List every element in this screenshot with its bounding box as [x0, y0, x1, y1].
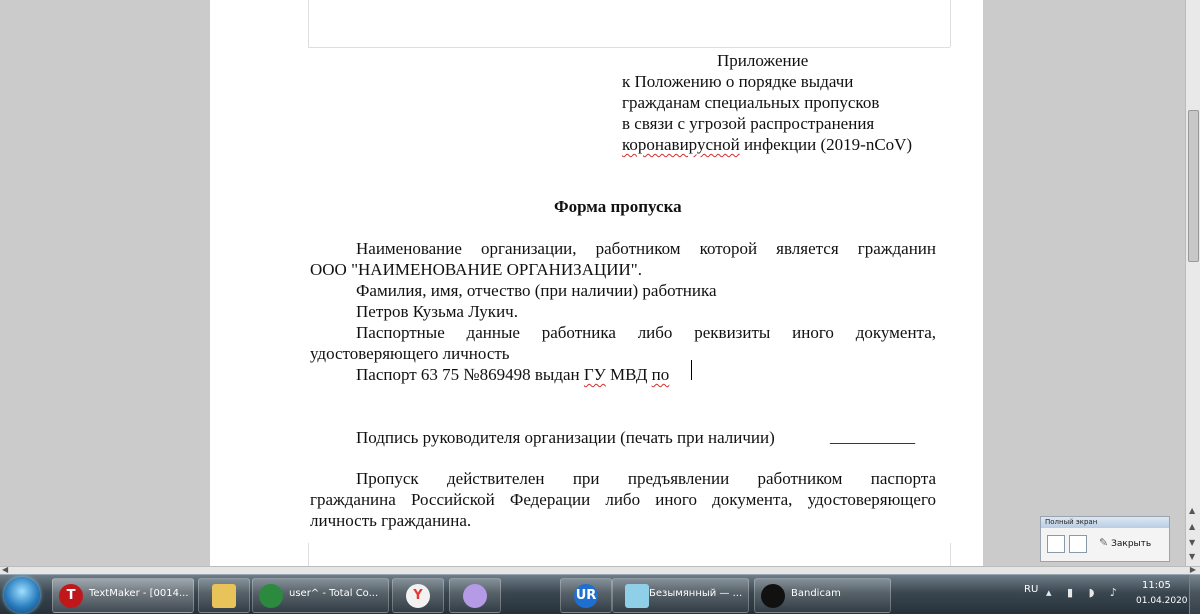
notepad-icon — [625, 584, 649, 608]
tray-icons[interactable]: ▴ ▮ ◗ ♪ — [1046, 586, 1123, 599]
taskbar-item[interactable] — [449, 578, 501, 613]
folder-icon — [212, 584, 236, 608]
close-fullscreen-label: Закрыть — [1111, 539, 1152, 549]
usb-icon — [463, 584, 487, 608]
passport-value-mvd: МВД — [605, 365, 652, 384]
bandicam-icon — [761, 584, 785, 608]
passport-label-line-1: Паспортные данные работника либо реквизиты иного документа, — [356, 323, 936, 342]
spell-error-po[interactable]: по — [651, 365, 670, 384]
close-icon: ✎ — [1099, 536, 1109, 549]
taskbar-item[interactable] — [560, 578, 612, 613]
taskbar-item-label: Безымянный — ... — [649, 588, 743, 599]
taskbar — [0, 574, 1200, 614]
vertical-scroll-thumb[interactable] — [1188, 110, 1199, 262]
start-button[interactable] — [4, 577, 40, 613]
org-label: Наименование организации, работником которой является гражданин — [356, 239, 936, 258]
ur-browser-icon: UR — [574, 584, 598, 608]
appendix-line-1: к Положению о порядке выдачи — [622, 72, 854, 91]
appendix-title: Приложение — [717, 51, 809, 70]
validity-line-3: личность гражданина. — [310, 511, 472, 530]
fio-value: Петров Кузьма Лукич. — [356, 302, 518, 321]
margin-guide-left-bottom — [308, 543, 309, 566]
passport-value-main: Паспорт 63 75 №869498 выдан — [356, 365, 584, 384]
text-cursor — [691, 360, 692, 380]
page-up-icon[interactable]: ▲ — [1189, 522, 1196, 531]
appendix-line-4-rest: инфекции (2019-nCoV) — [739, 135, 913, 154]
clock-date[interactable]: 01.04.2020 — [1136, 596, 1188, 606]
margin-guide-left-top — [308, 0, 309, 47]
outline-view-icon[interactable] — [1069, 535, 1087, 553]
scroll-up-icon[interactable]: ▲ — [1189, 506, 1196, 515]
signature-blank: __________ — [830, 427, 915, 446]
margin-guide-right-top — [950, 0, 951, 47]
fullscreen-toolbar — [1040, 516, 1170, 562]
taskbar-item-label: Bandicam — [791, 588, 841, 599]
taskbar-item[interactable] — [612, 578, 749, 613]
taskbar-item[interactable] — [252, 578, 389, 613]
validity-line-2: гражданина Российской Федерации либо иного документа, удостоверяющего — [310, 490, 936, 509]
taskbar-item[interactable] — [754, 578, 891, 613]
close-fullscreen-button[interactable] — [1099, 533, 1165, 553]
passport-label-line-2: удостоверяющего личность — [310, 344, 510, 363]
taskbar-item-label: TextMaker - [0014... — [89, 588, 189, 599]
scroll-left-icon[interactable]: ◀ — [2, 565, 9, 574]
taskbar-item[interactable] — [52, 578, 194, 613]
signature-label: Подпись руководителя организации (печать при наличии) — [356, 428, 775, 447]
org-value: ООО "НАИМЕНОВАНИЕ ОРГАНИЗАЦИИ". — [310, 260, 642, 279]
fio-label: Фамилия, имя, отчество (при наличии) работника — [356, 281, 717, 300]
show-desktop-button[interactable] — [1189, 575, 1200, 614]
spell-error-word[interactable]: коронавирусной — [622, 135, 740, 154]
page-view-icon[interactable] — [1047, 535, 1065, 553]
appendix-line-2: гражданам специальных пропусков — [622, 93, 880, 112]
taskbar-item[interactable] — [198, 578, 250, 613]
margin-guide-right-bottom — [950, 543, 951, 566]
scroll-right-icon[interactable]: ▶ — [1189, 565, 1196, 574]
textmaker-icon: T — [59, 584, 83, 608]
document-page[interactable] — [210, 0, 983, 566]
form-heading: Форма пропуска — [554, 197, 682, 216]
appendix-line-4 — [622, 134, 912, 155]
clock-time[interactable]: 11:05 — [1142, 580, 1171, 591]
taskbar-item-label: user^ - Total Co... — [289, 588, 379, 599]
passport-value — [356, 364, 669, 385]
spell-error-gu[interactable]: ГУ — [583, 365, 606, 384]
page-down-icon[interactable]: ▼ — [1189, 538, 1196, 547]
scroll-down-icon[interactable]: ▼ — [1189, 552, 1196, 561]
vertical-scrollbar[interactable] — [1185, 0, 1200, 566]
appendix-line-3: в связи с угрозой распространения — [622, 114, 875, 133]
margin-guide-top — [308, 47, 950, 48]
total-commander-icon — [259, 584, 283, 608]
language-indicator[interactable]: RU — [1024, 584, 1039, 595]
validity-line-1: Пропуск действителен при предъявлении работником паспорта — [356, 469, 936, 488]
fullscreen-toolbar-title: Полный экран — [1041, 517, 1169, 528]
taskbar-item[interactable] — [392, 578, 444, 613]
yandex-browser-icon: Y — [406, 584, 430, 608]
